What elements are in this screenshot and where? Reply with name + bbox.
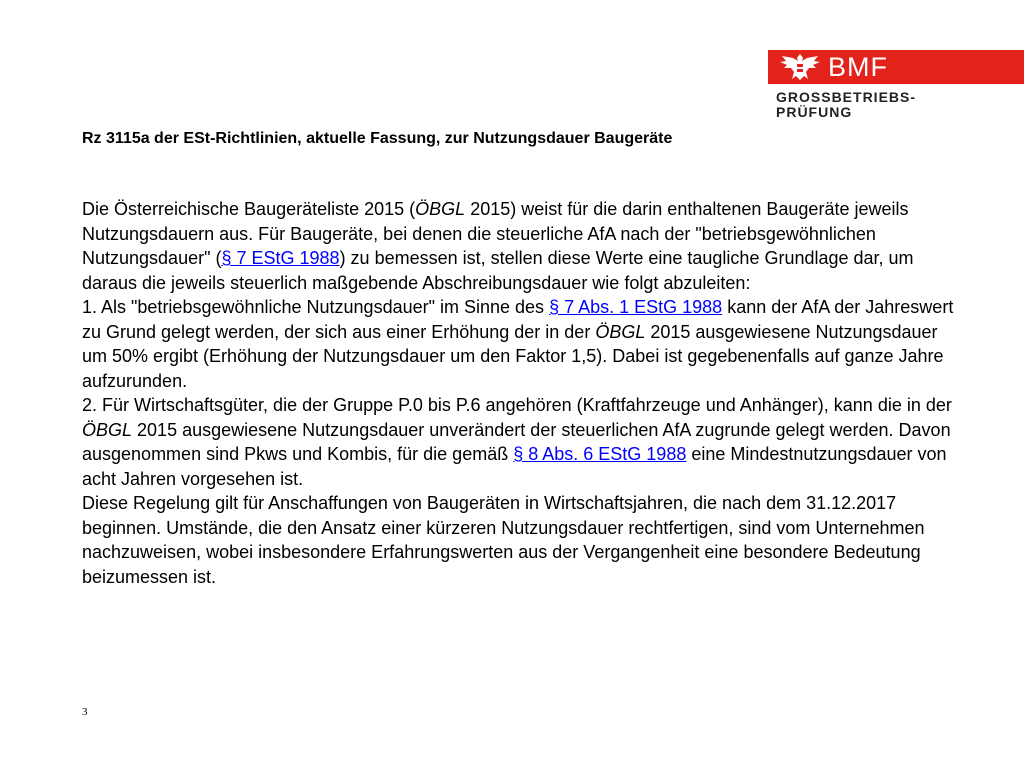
logo-subtitle-line1: GROSSBETRIEBS- (776, 89, 917, 105)
list-item-2: 2. Für Wirtschaftsgüter, die der Gruppe P.0 bis P.6 angehören (Kraftfahrzeuge und Anhänger), kann die in der ÖBGL 2015 ausgewiesene Nutzungsdauer unverändert der steuerlichen AfA zugrunde gelegt werden. Davon ausgenommen sind Pkws und Kombis, für die gemäß § 8 Abs. 6 EStG 1988 eine Mindestnutzungsdauer von acht Jahren vorgesehen ist. (82, 395, 952, 489)
logo-subtitle-line2: PRÜFUNG (776, 104, 853, 120)
link-7-abs-1-estg-1988[interactable]: § 7 Abs. 1 EStG 1988 (549, 297, 723, 317)
intro-paragraph: Die Österreichische Baugeräteliste 2015 (ÖBGL 2015) weist für die darin enthaltenen Baugeräte jeweils Nutzungsdauern aus. Für Baugeräte, bei denen die steuerliche AfA nach der "betriebsgewöhnlichen Nutzungsdauer" (§ 7 EStG 1988) zu bemessen ist, stellen diese Werte eine taugliche Grundlage dar, um daraus die jeweils steuerlich maßgebende Abschreibungsdauer wie folgt abzuleiten: (82, 199, 914, 293)
list-item-1: 1. Als "betriebsgewöhnliche Nutzungsdauer" im Sinne des § 7 Abs. 1 EStG 1988 kann der AfA der Jahreswert zu Grund gelegt werden, der sich aus einer Erhöhung der in der ÖBGL 2015 ausgewiesene Nutzungsdauer um 50% ergibt (Erhöhung der Nutzungsdauer um den Faktor 1,5). Dabei ist gegebenenfalls auf ganze Jahre aufzurunden. (82, 297, 954, 391)
closing-paragraph: Diese Regelung gilt für Anschaffungen von Baugeräten in Wirtschaftsjahren, die nach dem 31.12.2017 beginnen. Umstände, die den Ansatz einer kürzeren Nutzungsdauer rechtfertigen, sind vom Unternehmen nachzuweisen, wobei insbesondere Erfahrungswerten aus der Vergangenheit eine besondere Bedeutung beizumessen ist. (82, 493, 925, 587)
bmf-logo (768, 50, 1024, 120)
logo-subtitle (776, 90, 1024, 120)
logo-wordmark: BMF (828, 52, 888, 82)
link-7-estg-1988[interactable]: § 7 EStG 1988 (221, 248, 340, 268)
eagle-icon (778, 52, 822, 82)
page-title: Rz 3115a der ESt-Richtlinien, aktuelle Fassung, zur Nutzungsdauer Baugeräte (82, 130, 673, 147)
logo-banner (768, 50, 1024, 84)
link-8-abs-6-estg-1988[interactable]: § 8 Abs. 6 EStG 1988 (513, 444, 687, 464)
body-text (82, 197, 967, 589)
page-number: 3 (82, 706, 88, 718)
